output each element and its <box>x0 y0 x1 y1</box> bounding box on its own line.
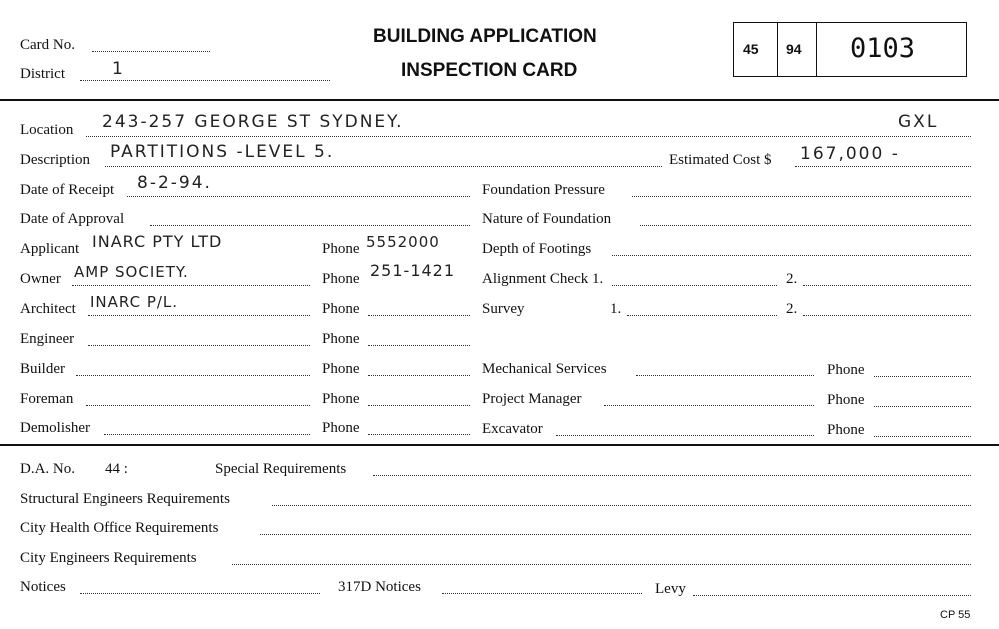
date-of-receipt-label: Date of Receipt <box>20 182 115 198</box>
architect-value: INARC P/L. <box>90 293 179 311</box>
demolisher-phone-field[interactable] <box>368 434 470 435</box>
alignment-check-1-field[interactable] <box>612 285 777 286</box>
notices-317d-label: 317D Notices <box>338 579 421 595</box>
notices-317d-field[interactable] <box>442 593 642 594</box>
date-of-receipt-value: 8-2-94. <box>137 173 212 193</box>
foreman-field[interactable] <box>86 405 310 406</box>
survey-2-field[interactable] <box>803 315 971 316</box>
applicant-phone-value: 5552000 <box>366 233 440 251</box>
card-no-label: Card No. <box>20 37 75 53</box>
foundation-pressure-label: Foundation Pressure <box>482 182 605 198</box>
foreman-label: Foreman <box>20 391 74 407</box>
engineer-field[interactable] <box>88 345 310 346</box>
foreman-phone-label: Phone <box>322 391 360 407</box>
notices-label: Notices <box>20 579 66 595</box>
location-label: Location <box>20 122 74 138</box>
owner-phone-label: Phone <box>322 271 360 287</box>
card-no-field[interactable] <box>92 51 210 52</box>
architect-phone-field[interactable] <box>368 315 470 316</box>
nature-of-foundation-label: Nature of Foundation <box>482 211 612 227</box>
da-no-label: D.A. No. <box>20 461 75 477</box>
location-field[interactable] <box>86 136 971 137</box>
title-line1: BUILDING APPLICATION <box>373 26 597 47</box>
date-of-receipt-field[interactable] <box>127 196 470 197</box>
survey-label: Survey <box>482 301 525 317</box>
mechanical-phone-field[interactable] <box>874 376 971 377</box>
architect-label: Architect <box>20 301 76 317</box>
alignment-check-label: Alignment Check 1. <box>482 271 604 287</box>
demolisher-phone-label: Phone <box>322 420 360 436</box>
alignment-check-2-field[interactable] <box>803 285 971 286</box>
location-value: 243-257 GEORGE ST SYDNEY. <box>102 112 404 132</box>
city-health-field[interactable] <box>260 534 971 535</box>
box-cell-a: 45 <box>743 41 759 57</box>
mechanical-services-label: Mechanical Services <box>482 361 607 377</box>
owner-value: AMP SOCIETY. <box>74 263 189 281</box>
builder-phone-field[interactable] <box>368 375 470 376</box>
survey-2-label: 2. <box>786 301 798 317</box>
location-code: GXL <box>898 112 939 132</box>
foreman-phone-field[interactable] <box>368 405 470 406</box>
builder-label: Builder <box>20 361 65 377</box>
estimated-cost-label: Estimated Cost $ <box>669 152 772 168</box>
alignment-check-2-label: 2. <box>786 271 798 287</box>
engineer-label: Engineer <box>20 331 75 347</box>
levy-field[interactable] <box>693 595 971 596</box>
estimated-cost-value: 167,000 - <box>800 144 900 164</box>
builder-field[interactable] <box>76 375 310 376</box>
special-requirements-field[interactable] <box>373 475 971 476</box>
city-engineers-field[interactable] <box>232 564 971 565</box>
depth-of-footings-field[interactable] <box>612 255 971 256</box>
structural-engineers-field[interactable] <box>272 505 971 506</box>
excavator-phone-label: Phone <box>827 422 865 438</box>
nature-of-foundation-field[interactable] <box>640 225 971 226</box>
city-health-label: City Health Office Requirements <box>20 520 219 536</box>
notices-field[interactable] <box>80 593 320 594</box>
applicant-label: Applicant <box>20 241 80 257</box>
title-line2: INSPECTION CARD <box>401 60 578 81</box>
levy-label: Levy <box>655 581 686 597</box>
project-manager-phone-field[interactable] <box>874 406 971 407</box>
survey-1-label: 1. <box>610 301 622 317</box>
estimated-cost-field[interactable] <box>795 166 971 167</box>
owner-label: Owner <box>20 271 61 287</box>
survey-1-field[interactable] <box>627 315 777 316</box>
excavator-phone-field[interactable] <box>874 436 971 437</box>
mechanical-phone-label: Phone <box>827 362 865 378</box>
applicant-phone-label: Phone <box>322 241 360 257</box>
box-divider-2 <box>816 22 817 77</box>
box-card-number: 0103 <box>850 33 916 64</box>
foundation-pressure-field[interactable] <box>632 196 971 197</box>
project-manager-phone-label: Phone <box>827 392 865 408</box>
box-cell-b: 94 <box>786 41 802 57</box>
project-manager-label: Project Manager <box>482 391 582 407</box>
mechanical-services-field[interactable] <box>636 375 814 376</box>
description-value: PARTITIONS -LEVEL 5. <box>110 142 335 162</box>
date-of-approval-field[interactable] <box>150 225 470 226</box>
middle-rule <box>0 444 999 446</box>
depth-of-footings-label: Depth of Footings <box>482 241 592 257</box>
box-divider-1 <box>777 22 778 77</box>
city-engineers-label: City Engineers Requirements <box>20 550 197 566</box>
description-label: Description <box>20 152 90 168</box>
owner-phone-value: 251-1421 <box>370 261 456 280</box>
engineer-phone-field[interactable] <box>368 345 470 346</box>
engineer-phone-label: Phone <box>322 331 360 347</box>
structural-engineers-label: Structural Engineers Requirements <box>20 491 230 507</box>
project-manager-field[interactable] <box>604 405 814 406</box>
demolisher-field[interactable] <box>104 434 310 435</box>
architect-phone-label: Phone <box>322 301 360 317</box>
district-label: District <box>20 66 65 82</box>
demolisher-label: Demolisher <box>20 420 90 436</box>
excavator-label: Excavator <box>482 421 543 437</box>
date-of-approval-label: Date of Approval <box>20 211 125 227</box>
builder-phone-label: Phone <box>322 361 360 377</box>
description-field[interactable] <box>105 166 662 167</box>
form-code: CP 55 <box>940 609 971 621</box>
excavator-field[interactable] <box>556 435 814 436</box>
header-rule <box>0 99 999 101</box>
da-no-value: 44 : <box>105 461 128 477</box>
district-field[interactable] <box>80 80 330 81</box>
special-requirements-label: Special Requirements <box>215 461 347 477</box>
architect-field[interactable] <box>88 315 310 316</box>
district-value: 1 <box>112 59 125 79</box>
applicant-value: INARC PTY LTD <box>92 232 223 251</box>
owner-field[interactable] <box>72 285 310 286</box>
